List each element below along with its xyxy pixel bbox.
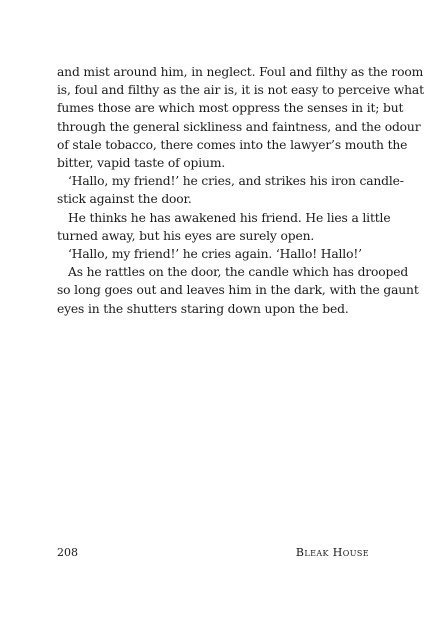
- text-line: of stale tobacco, there comes into the lawyer’s mouth the: [57, 137, 408, 152]
- text-line: ‘Hallo, my friend!’ he cries, and strikes his iron candle-: [68, 174, 404, 189]
- text-line: so long goes out and leaves him in the dark, with the gaunt: [57, 283, 419, 298]
- text-line: ‘Hallo, my friend!’ he cries again. ‘Hallo! Hallo!’: [68, 247, 362, 262]
- text-line: is, foul and filthy as the air is, it is not easy to perceive what: [57, 83, 424, 98]
- text-line: bitter, vapid taste of opium.: [57, 156, 226, 171]
- text-line: and mist around him, in neglect. Foul and filthy as the room: [57, 65, 424, 79]
- page-number: 208: [57, 546, 78, 559]
- text-line: As he rattles on the door, the candle which has drooped: [68, 265, 409, 280]
- text-line: turned away, but his eyes are surely open.: [57, 228, 315, 243]
- running-title: Bleak House: [295, 546, 369, 559]
- body-text: [57, 63, 424, 318]
- text-line: fumes those are which most oppress the senses in it; but: [57, 101, 404, 116]
- text-line: He thinks he has awakened his friend. He lies a little: [68, 210, 391, 225]
- text-line: eyes in the shutters staring down upon the bed.: [57, 301, 349, 316]
- text-line: stick against the door.: [57, 192, 192, 207]
- text-line: through the general sickliness and faintness, and the odour: [57, 119, 421, 134]
